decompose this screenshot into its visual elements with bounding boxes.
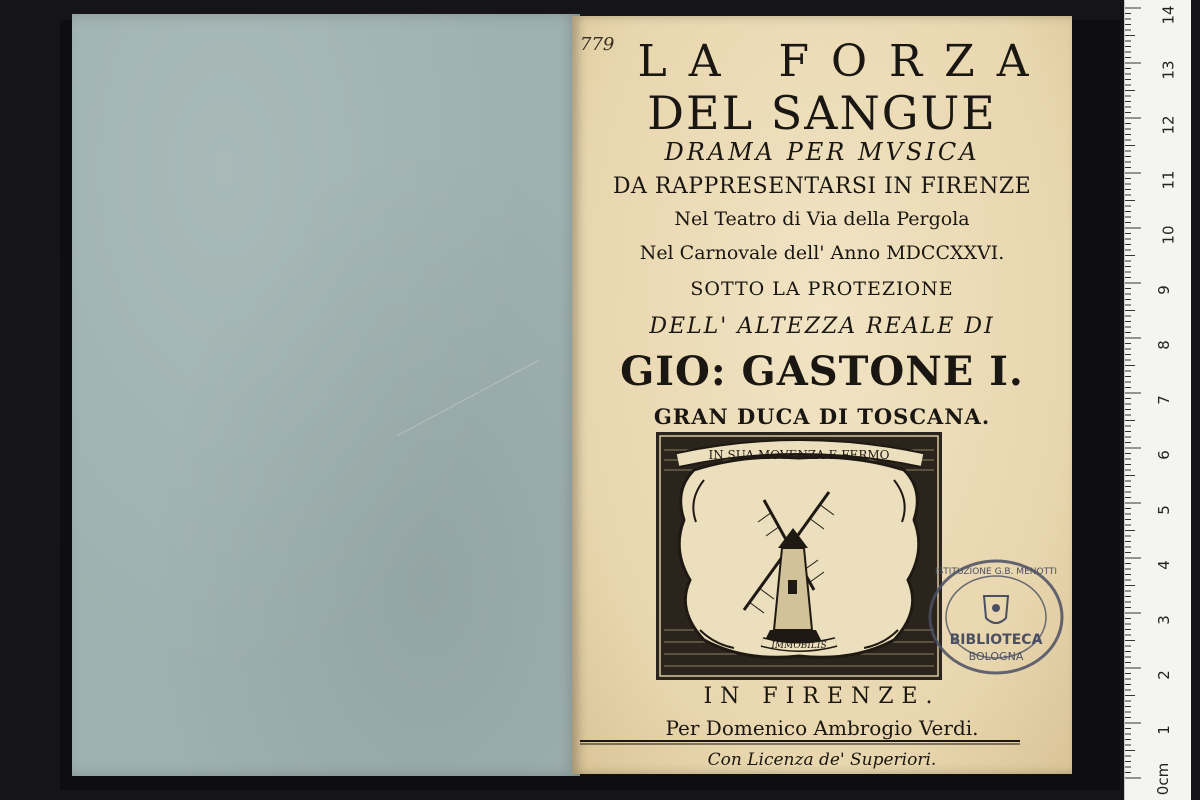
ruler-label: 0cm xyxy=(1154,762,1173,796)
highness-line: DELL' ALTEZZA REALE DI xyxy=(649,314,995,339)
ruler-label: 8 xyxy=(1154,340,1173,350)
cover-crease xyxy=(397,360,567,489)
performance-line: DA RAPPRESENTARSI IN FIRENZE xyxy=(612,174,1032,199)
subtitle: DRAMA PER MVSICA xyxy=(664,138,980,166)
horizontal-rule xyxy=(580,738,1020,746)
woodcut-scroll-text: IMMOBILIS xyxy=(771,641,827,651)
title-page xyxy=(572,16,1072,774)
ruler-label: 14 xyxy=(1159,5,1178,25)
library-stamp xyxy=(926,556,1066,678)
woodcut-motto: IN SUA MOVENZA E FERMO xyxy=(708,448,890,462)
patron-title: GRAN DUCA DI TOSCANA. xyxy=(653,404,991,429)
ruler-label: 3 xyxy=(1154,615,1173,625)
stamp-bottom-text-2: BOLOGNA xyxy=(968,650,1024,663)
ruler-label: 9 xyxy=(1154,285,1173,295)
imprint-city: IN FIRENZE. xyxy=(703,684,941,709)
ruler-label: 1 xyxy=(1154,725,1173,735)
stamp-bottom-text: BIBLIOTECA xyxy=(949,632,1043,648)
measurement-ruler xyxy=(1124,0,1191,800)
ruler-label: 13 xyxy=(1159,60,1178,80)
ruler-label: 10 xyxy=(1159,225,1178,245)
manuscript-number: 779 xyxy=(580,34,615,55)
stamp-top-text: ISTITUZIONE G.B. MENOTTI xyxy=(934,567,1058,577)
ruler-label: 6 xyxy=(1154,450,1173,460)
title-line-2: DEL SANGUE xyxy=(647,86,997,140)
ruler-label: 12 xyxy=(1159,115,1178,135)
title-line-1: LA FORZA xyxy=(637,36,1051,87)
ruler-label: 4 xyxy=(1154,560,1173,570)
protection-line: SOTTO LA PROTEZIONE xyxy=(690,278,954,300)
ruler-label: 2 xyxy=(1154,670,1173,680)
imprint-license: Con Licenza de' Superiori. xyxy=(707,750,937,770)
ruler-label: 5 xyxy=(1154,505,1173,515)
carnival-line: Nel Carnovale dell' Anno MDCCXXVI. xyxy=(639,242,1005,264)
ruler-label: 7 xyxy=(1154,395,1173,405)
windmill-woodcut xyxy=(654,430,944,682)
book-cover xyxy=(72,14,580,776)
imprint-printer: Per Domenico Ambrogio Verdi. xyxy=(665,716,979,740)
theatre-line: Nel Teatro di Via della Pergola xyxy=(674,208,970,230)
ruler-label: 11 xyxy=(1159,170,1178,190)
patron-name: GIO: GASTONE I. xyxy=(620,348,1024,395)
